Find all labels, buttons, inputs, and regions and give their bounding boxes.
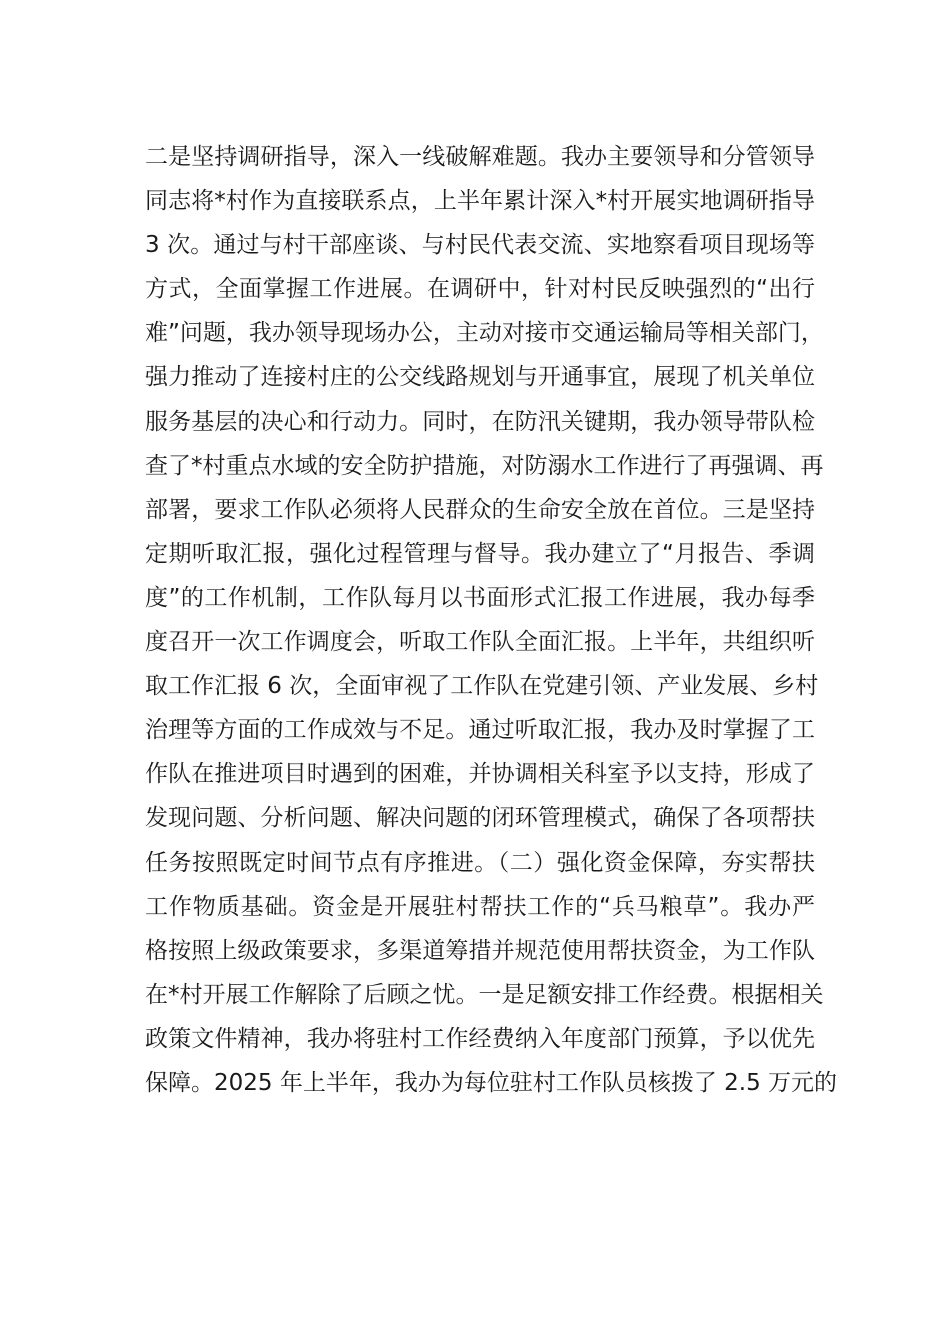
text-line: 定期听取汇报，强化过程管理与督导。我办建立了“月报告、季调 bbox=[145, 540, 815, 567]
text-line: 部署，要求工作队必须将人民群众的生命安全放在首位。三是坚持 bbox=[145, 496, 815, 523]
text-line: 二是坚持调研指导，深入一线破解难题。我办主要领导和分管领导 bbox=[145, 144, 815, 170]
text-line: 任务按照既定时间节点有序推进。（二）强化资金保障，夯实帮扶 bbox=[145, 849, 815, 876]
text-line: 在*村开展工作解除了后顾之忧。一是足额安排工作经费。根据相关 bbox=[145, 981, 824, 1008]
text-line: 3 次。通过与村干部座谈、与村民代表交流、实地察看项目现场等 bbox=[145, 232, 815, 259]
text-line: 作队在推进项目时遇到的困难，并协调相关科室予以支持，形成了 bbox=[145, 761, 815, 788]
text-line: 度”的工作机制，工作队每月以书面形式汇报工作进展，我办每季 bbox=[145, 584, 815, 611]
text-line: 发现问题、分析问题、解决问题的闭环管理模式，确保了各项帮扶 bbox=[145, 805, 815, 832]
text-line: 方式，全面掌握工作进展。在调研中，针对村民反映强烈的“出行 bbox=[145, 276, 815, 303]
body-text bbox=[145, 135, 838, 1105]
text-line: 度召开一次工作调度会，听取工作队全面汇报。上半年，共组织听 bbox=[145, 629, 815, 656]
text-line: 查了*村重点水域的安全防护措施，对防溺水工作进行了再强调、再 bbox=[145, 452, 824, 479]
text-line: 同志将*村作为直接联系点，上半年累计深入*村开展实地调研指导 bbox=[145, 188, 815, 215]
text-line: 治理等方面的工作成效与不足。通过听取汇报，我办及时掌握了工 bbox=[145, 717, 815, 744]
text-line: 服务基层的决心和行动力。同时，在防汛关键期，我办领导带队检 bbox=[145, 408, 815, 435]
text-line: 强力推动了连接村庄的公交线路规划与开通事宜，展现了机关单位 bbox=[145, 364, 815, 391]
text-line: 工作物质基础。资金是开展驻村帮扶工作的“兵马粮草”。我办严 bbox=[145, 893, 815, 920]
text-line: 保障。2025 年上半年，我办为每位驻村工作队员核拨了 2.5 万元的 bbox=[145, 1069, 838, 1096]
text-line: 难”问题，我办领导现场办公，主动对接市交通运输局等相关部门， bbox=[145, 320, 824, 347]
text-line: 取工作汇报 6 次，全面审视了工作队在党建引领、产业发展、乡村 bbox=[145, 673, 819, 700]
text-line: 格按照上级政策要求，多渠道筹措并规范使用帮扶资金，为工作队 bbox=[145, 937, 815, 964]
text-line: 政策文件精神，我办将驻村工作经费纳入年度部门预算，予以优先 bbox=[145, 1025, 815, 1052]
